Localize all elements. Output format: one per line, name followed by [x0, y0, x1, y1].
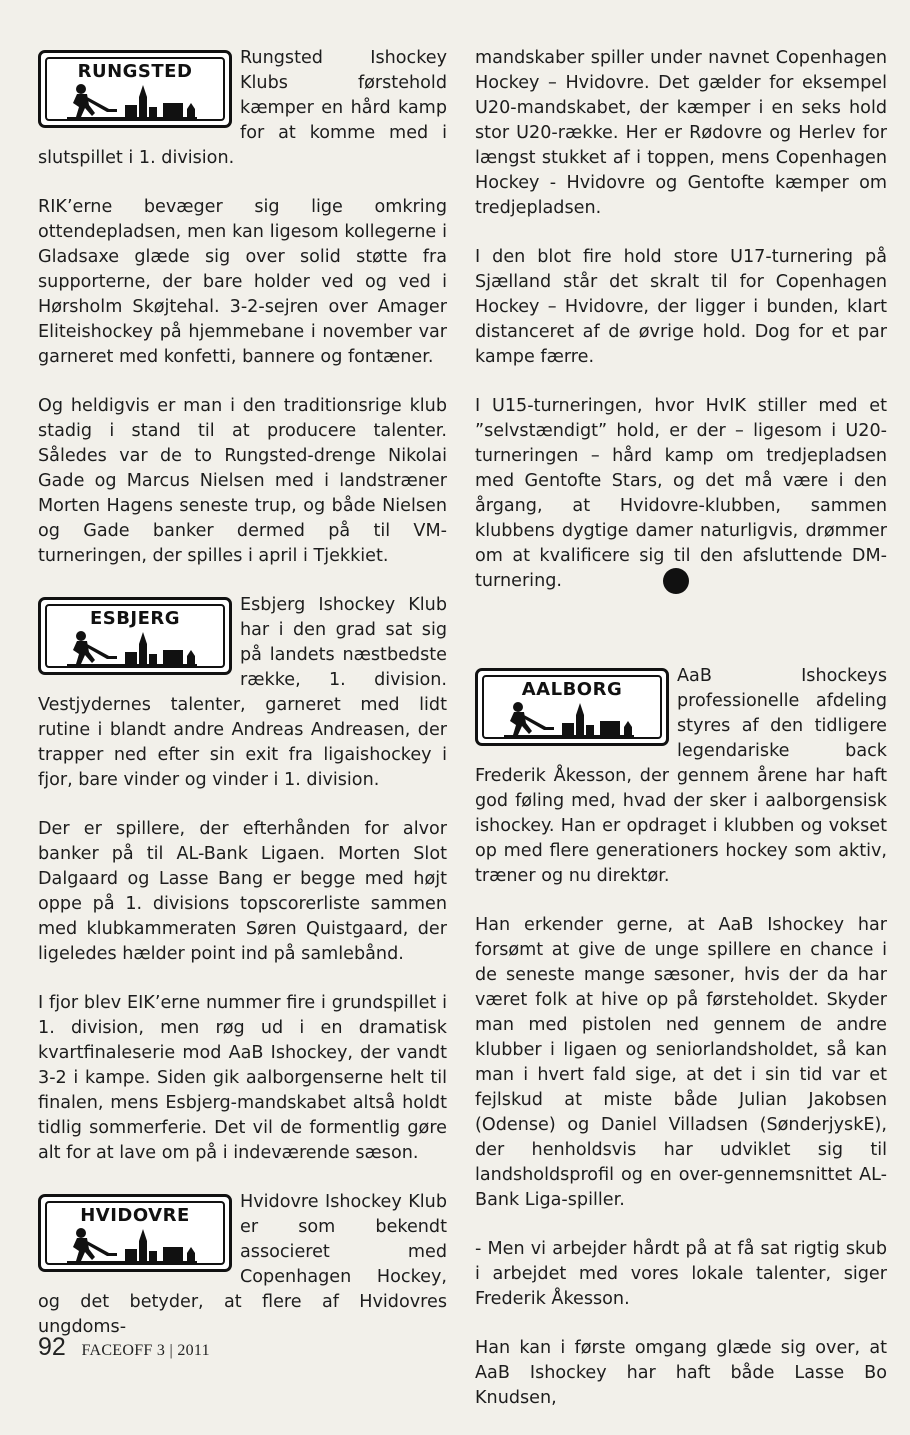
- puck-icon: [663, 568, 689, 594]
- hockey-town-icon: [59, 1227, 209, 1265]
- club-sign-aalborg: [475, 668, 669, 746]
- sign-label: AALBORG: [521, 679, 623, 700]
- sign-label: ESBJERG: [89, 608, 181, 629]
- hockey-town-icon: [496, 701, 646, 739]
- club-sign-rungsted: [38, 50, 232, 128]
- hvidovre-paragraph-2: mandskaber spiller under navnet Copenhagen Hockey – Hvidovre. Det gælder for eksempel U20-mandskabet, der kæmper i en seks hold stor U20-række. Her er Rødovre og Herlev for længst stukket af i toppen, mens Copenhagen Hockey - Hvidovre og Gentofte kæmper om tredjepladsen.: [475, 48, 887, 218]
- text: AaB Ishockeys professionelle afdeling styres af den tidligere legendariske back Frederik Åkesson, der gennem årene har haft god føling med, hvad der sker i aalborgensisk ishockey. Han er opdraget i klubben og vokset op med flere generationers hockey som aktiv, træner og nu direktør.: [475, 666, 887, 886]
- page-footer: [38, 1333, 210, 1362]
- aalborg-paragraph-4: Han kan i første omgang glæde sig over, at AaB Ishockey har haft både Lasse Bo Knudsen,: [475, 1338, 887, 1408]
- text: Rungsted Ishockey Klubs førstehold kæmper en hård kamp for at komme med i slutspillet i 1. division.: [38, 48, 447, 168]
- text: Esbjerg Ishockey Klub har i den grad sat sig på landets næstbedste række, 1. division. Vestjydernes talenter, garneret med lidt rutine i blandt andre Andreas Andreasen, der trapper ned efter sin exit fra ligaishockey i fjor, bare vinder og vinder i 1. division.: [38, 595, 447, 790]
- magazine-issue: FACEOFF 3 | 2011: [81, 1342, 210, 1359]
- left-column: [38, 46, 447, 1364]
- aalborg-paragraph-1: [475, 664, 887, 889]
- aalborg-paragraph-3: - Men vi arbejder hårdt på at få sat rigtig skub i arbejdet med vores lokale talenter, siger Frederik Åkesson.: [475, 1239, 887, 1309]
- rungsted-paragraph-3: Og heldigvis er man i den traditionsrige klub stadig i stand til at producere talenter. Således var de to Rungsted-drenge Nikolai Gade og Marcus Nielsen med i landstræner Morten Hagens seneste trup, og både Nielsen og Gade banker dermed på til VM-turneringen, der spilles i april i Tjekkiet.: [38, 396, 447, 566]
- rungsted-paragraph-1: [38, 46, 447, 171]
- aalborg-paragraph-2: Han erkender gerne, at AaB Ishockey har forsømt at give de unge spillere en chance i de seneste mange sæsoner, hvis der da har været folk at hive op på førsteholdet. Skyder man med pistolen ned gennem de andre klubber i ligaen og seniorlandsholdet, så kan man i hvert fald sige, at det i sin tid var et fejlskud at miste både Julian Jakobsen (Odense) og Daniel Villadsen (SønderjyskE), der henholdsvis har udviklet sig til landsholdsprofil og en over-gennemsnittet AL-Bank Liga-spiller.: [475, 915, 887, 1210]
- hockey-town-icon: [59, 630, 209, 668]
- hvidovre-paragraph-1: [38, 1190, 447, 1340]
- right-column: [475, 46, 887, 1435]
- rungsted-paragraph-2: RIK’erne bevæger sig lige omkring ottendepladsen, men kan ligesom kollegerne i Gladsaxe glæde sig over solid støtte fra supporterne, der bare holder ved og ved i Hørsholm Skøjtehal. 3-2-sejren over Amager Eliteishockey på hjemmebane i november var garneret med konfetti, bannere og fontæner.: [38, 197, 447, 367]
- page-number: 92: [38, 1333, 66, 1361]
- club-sign-hvidovre: [38, 1194, 232, 1272]
- sign-label: RUNGSTED: [77, 61, 193, 82]
- hockey-town-icon: [59, 83, 209, 121]
- club-sign-esbjerg: [38, 597, 232, 675]
- esbjerg-paragraph-1: [38, 593, 447, 793]
- hvidovre-paragraph-3: I den blot fire hold store U17-turnering på Sjælland står det skralt til for Copenhagen Hockey – Hvidovre, der ligger i bunden, klart distanceret af de øvrige hold. Dog for et par kampe færre.: [475, 247, 887, 367]
- text: Hvidovre Ishockey Klub er som bekendt associeret med Copenhagen Hockey, og det betyder, at flere af Hvidovres ungdoms-: [38, 1192, 447, 1337]
- esbjerg-paragraph-3: I fjor blev EIK’erne nummer fire i grundspillet i 1. division, men røg ud i en dramatisk kvartfinaleserie mod AaB Ishockey, der vandt 3-2 i kampe. Siden gik aalborgenserne helt til finalen, mens Esbjerg-mandskabet altså holdt tidlig sommerferie. Det vil de formentlig gøre alt for at lave om på i indeværende sæson.: [38, 993, 447, 1163]
- sign-label: HVIDOVRE: [80, 1205, 190, 1226]
- esbjerg-paragraph-2: Der er spillere, der efterhånden for alvor banker på til AL-Bank Ligaen. Morten Slot Dalgaard og Lasse Bang er begge med højt oppe på 1. divisions topscorerliste sammen med klubkammeraten Søren Quistgaard, der ligeledes hælder point ind på samlebånd.: [38, 819, 447, 964]
- hvidovre-paragraph-4: I U15-turneringen, hvor HvIK stiller med et ”selvstændigt” hold, er der – ligesom i U20-turneringen – hård kamp om tredjepladsen med Gentofte Stars, og det må være i den årgang, at Hvidovre-klubben, sammen klubbens dygtige damer naturligvis, drømmer om at kvalificere sig til den afsluttende DM-turnering.: [475, 396, 887, 591]
